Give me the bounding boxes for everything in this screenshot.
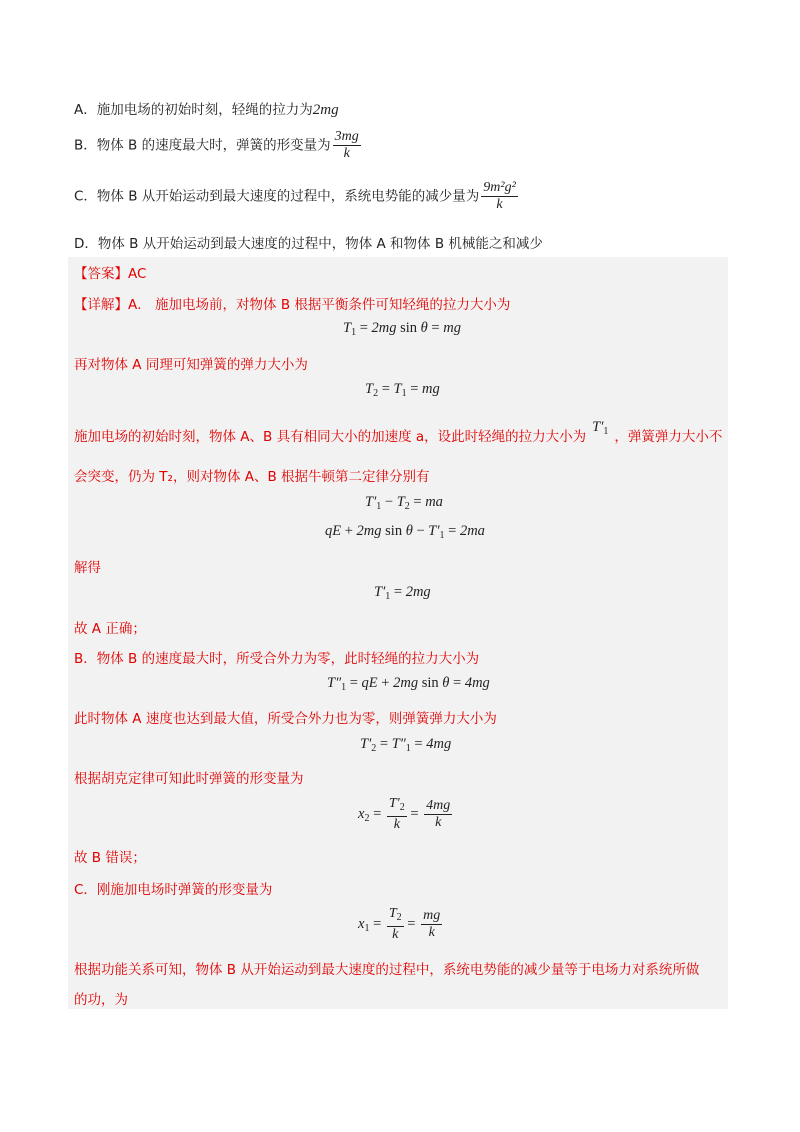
answer-label: 【答案】AC (74, 266, 147, 282)
x1-fraction-1: $\frac{T_2}{k}$ (388, 906, 402, 942)
option-c-denominator: k (496, 197, 503, 212)
solution-initial-moment-tail: ，弹簧弹力大小不 (614, 429, 723, 445)
solution-solve: 解得 (74, 560, 101, 576)
x2-fraction-1: $\frac{T'_2}{k}$ (388, 796, 405, 832)
option-c-numerator: 9m²g² (483, 180, 516, 195)
option-b (74, 129, 361, 162)
solution-a-correct: 故 A 正确； (74, 621, 146, 637)
option-b-denominator: k (343, 146, 350, 161)
equation-x2: $x_2$ = $\frac{T'_2}{k}$ = $\frac{4mg}{k}$ (358, 796, 451, 832)
equation-t1: $T_1 = 2mg$ sin θ = mg (343, 320, 461, 338)
solution-b-wrong: 故 B 错误； (74, 850, 146, 866)
option-c-text: C．物体 B 从开始运动到最大速度的过程中，系统电势能的减少量为 (74, 188, 480, 205)
t1-prime-symbol: $T'_1$ (592, 419, 609, 437)
option-d (74, 232, 543, 252)
equation-t1-double-prime: $T''_1$ = qE + 2mg sin θ = 4mg (327, 675, 490, 693)
x1-fraction-2: $\frac{mg}{k}$ (423, 908, 441, 940)
equation-newton-b: qE + 2mg $\sin \theta - T'_1 = 2ma$ (325, 523, 485, 541)
equation-x1: $x_1$ = $\frac{T_2}{k}$ = $\frac{mg}{k}$ (358, 906, 441, 942)
option-b-fraction (333, 129, 361, 162)
equation-t1-prime: $T'_1 = 2mg$ (374, 584, 431, 602)
option-d-text: D．物体 B 从开始运动到最大速度的过程中，物体 A 和物体 B 机械能之和减少 (74, 236, 543, 252)
solution-intro: 【详解】A． 施加电场前，对物体 B 根据平衡条件可知轻绳的拉力大小为 (74, 297, 511, 313)
solution-hooke: 根据胡克定律可知此时弹簧的形变量为 (74, 771, 304, 787)
option-b-numerator: 3mg (334, 129, 359, 144)
solution-initial-moment-text: 施加电场的初始时刻，物体 A、B 具有相同大小的加速度 a，设此时轻绳的拉力大小为 (74, 429, 587, 445)
option-a-text: A．施加电场的初始时刻，轻绳的拉力为 (74, 102, 313, 118)
option-a (74, 98, 339, 119)
equation-t2-prime: $T'_2 = T''_1 = 4mg$ (360, 736, 452, 754)
equation-t2: $T_2 = T_1$ = mg (365, 381, 440, 399)
equation-newton-a: $T'_1 - T_2$ = ma (365, 494, 443, 512)
solution-b-intro: B．物体 B 的速度最大时，所受合外力为零，此时轻绳的拉力大小为 (74, 651, 480, 667)
solution-b-spring: 此时物体 A 速度也达到最大值，所受合外力也为零，则弹簧弹力大小为 (74, 711, 497, 727)
option-c-fraction (481, 180, 518, 213)
option-b-text: B．物体 B 的速度最大时，弹簧的形变量为 (74, 137, 331, 154)
solution-initial-moment (74, 419, 723, 447)
solution-spring-force: 再对物体 A 同理可知弹簧的弹力大小为 (74, 357, 308, 373)
solution-work: 的功，为 (74, 992, 128, 1008)
solution-c-intro: C．刚施加电场时弹簧的形变量为 (74, 882, 273, 898)
option-c (74, 180, 518, 213)
x2-fraction-2: $\frac{4mg}{k}$ (426, 798, 451, 830)
solution-energy: 根据功能关系可知，物体 B 从开始运动到最大速度的过程中，系统电势能的减少量等于电场力对系统所做 (74, 962, 700, 978)
solution-newton: 会突变，仍为 T₂，则对物体 A、B 根据牛顿第二定律分别有 (74, 469, 430, 485)
option-a-value: 2mg (312, 102, 339, 118)
